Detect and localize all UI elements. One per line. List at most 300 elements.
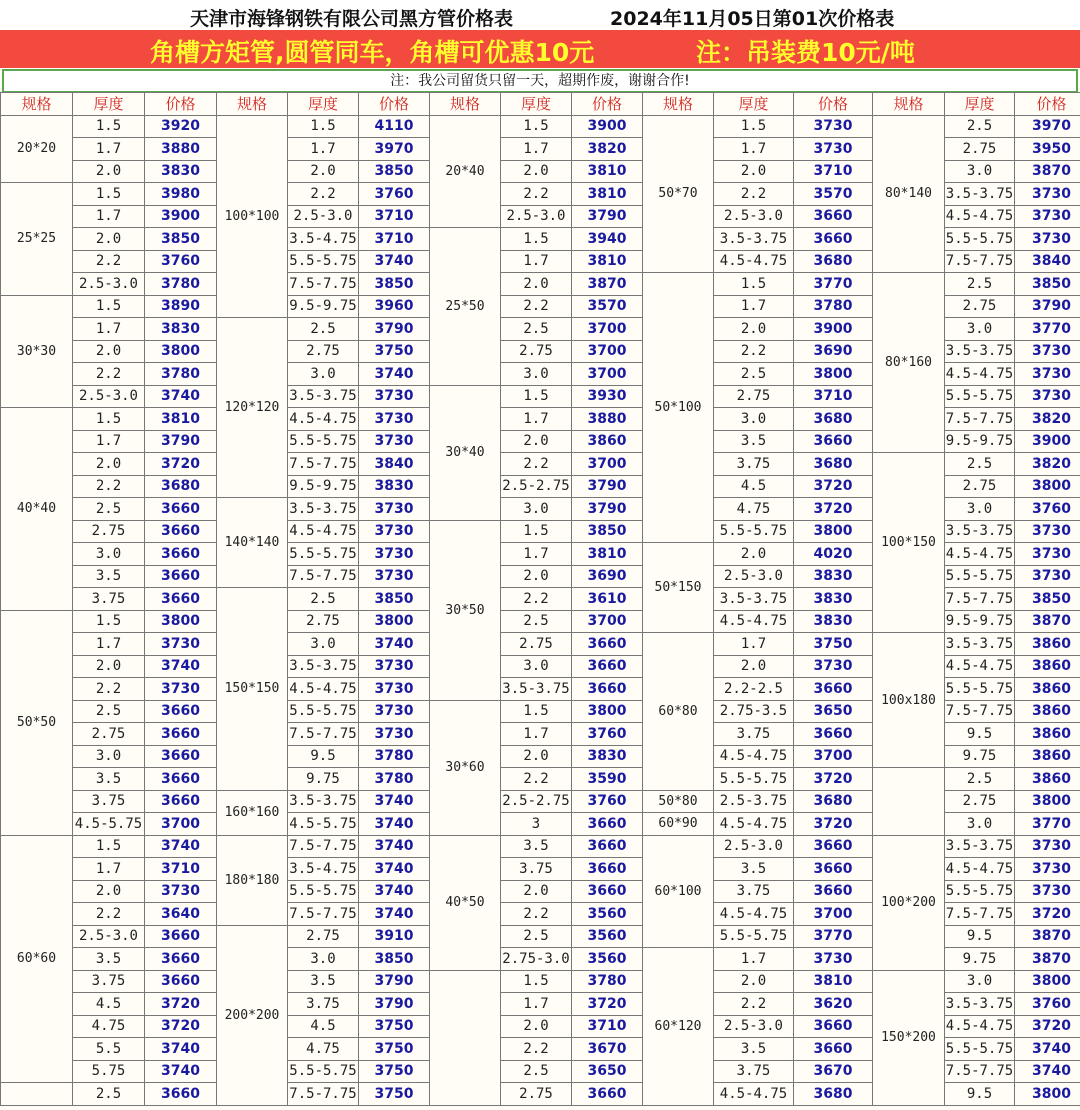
price-cell: 3810 bbox=[572, 250, 643, 273]
thickness-cell: 2.0 bbox=[73, 228, 145, 251]
price-cell: 3790 bbox=[359, 993, 430, 1016]
thickness-cell: 3.0 bbox=[73, 745, 145, 768]
thickness-cell: 3.5-3.75 bbox=[288, 790, 359, 813]
price-cell: 3790 bbox=[572, 475, 643, 498]
thickness-cell: 4.75 bbox=[288, 1038, 359, 1061]
price-cell: 3730 bbox=[1015, 363, 1080, 386]
price-cell: 3840 bbox=[359, 453, 430, 476]
price-cell: 3740 bbox=[1015, 1060, 1080, 1083]
spec-cell: 30*40 bbox=[430, 385, 501, 520]
spec-cell: 30*50 bbox=[430, 520, 501, 700]
thickness-cell: 3.0 bbox=[288, 948, 359, 971]
thickness-cell: 2.75 bbox=[945, 295, 1015, 318]
price-cell: 3800 bbox=[794, 520, 873, 543]
thickness-cell: 1.7 bbox=[501, 138, 572, 161]
price-cell: 3670 bbox=[572, 1038, 643, 1061]
price-cell: 3660 bbox=[145, 543, 217, 566]
price-cell: 3740 bbox=[359, 363, 430, 386]
thickness-cell: 4.5-4.75 bbox=[714, 903, 794, 926]
price-cell: 3660 bbox=[572, 678, 643, 701]
thickness-cell: 3.0 bbox=[501, 655, 572, 678]
thickness-cell: 4.5 bbox=[714, 475, 794, 498]
thickness-cell: 3.5-3.75 bbox=[945, 340, 1015, 363]
price-cell: 3660 bbox=[145, 948, 217, 971]
price-cell: 3780 bbox=[572, 970, 643, 993]
thickness-cell: 3.0 bbox=[945, 813, 1015, 836]
title-bar bbox=[0, 0, 1080, 31]
thickness-cell: 1.7 bbox=[73, 633, 145, 656]
thickness-cell: 2.5 bbox=[945, 115, 1015, 138]
thickness-cell: 7.5-7.75 bbox=[288, 723, 359, 746]
thickness-cell: 3.75 bbox=[288, 993, 359, 1016]
thickness-cell: 5.5-5.75 bbox=[714, 925, 794, 948]
price-cell: 3860 bbox=[1015, 678, 1080, 701]
price-cell: 3820 bbox=[1015, 453, 1080, 476]
thickness-cell: 2.75 bbox=[288, 340, 359, 363]
price-cell: 3660 bbox=[794, 1015, 873, 1038]
thickness-cell: 2.2 bbox=[501, 295, 572, 318]
price-cell: 3700 bbox=[572, 363, 643, 386]
thickness-cell: 4.5-4.75 bbox=[288, 520, 359, 543]
price-cell: 3750 bbox=[359, 1083, 430, 1106]
thickness-cell: 4.5-4.75 bbox=[945, 858, 1015, 881]
thickness-cell: 1.7 bbox=[73, 138, 145, 161]
thickness-cell: 5.5-5.75 bbox=[945, 880, 1015, 903]
price-cell: 3830 bbox=[145, 160, 217, 183]
price-cell: 3790 bbox=[359, 318, 430, 341]
thickness-cell: 1.5 bbox=[501, 228, 572, 251]
thickness-cell: 2.75 bbox=[73, 723, 145, 746]
thickness-cell: 2.0 bbox=[714, 543, 794, 566]
thickness-cell: 2.0 bbox=[714, 318, 794, 341]
price-cell: 3680 bbox=[794, 1083, 873, 1106]
price-cell: 3850 bbox=[359, 588, 430, 611]
thickness-cell: 2.5 bbox=[288, 588, 359, 611]
price-cell: 3660 bbox=[145, 1083, 217, 1106]
thickness-cell: 3.5-3.75 bbox=[288, 498, 359, 521]
price-cell: 3730 bbox=[359, 700, 430, 723]
price-cell: 3900 bbox=[1015, 430, 1080, 453]
price-cell: 3760 bbox=[572, 723, 643, 746]
price-cell: 3570 bbox=[794, 183, 873, 206]
thickness-cell: 4.5-4.75 bbox=[288, 408, 359, 431]
spec-cell: 25*50 bbox=[430, 228, 501, 386]
thickness-cell: 3.0 bbox=[945, 498, 1015, 521]
price-cell: 3770 bbox=[1015, 813, 1080, 836]
price-cell: 3850 bbox=[359, 160, 430, 183]
price-cell: 3750 bbox=[794, 633, 873, 656]
thickness-cell: 2.5 bbox=[73, 1083, 145, 1106]
thickness-cell: 9.5 bbox=[288, 745, 359, 768]
price-cell: 3730 bbox=[359, 655, 430, 678]
price-cell: 3960 bbox=[359, 295, 430, 318]
thickness-cell: 7.5-7.75 bbox=[288, 835, 359, 858]
price-cell: 3810 bbox=[572, 543, 643, 566]
table-row bbox=[1, 633, 1080, 656]
thickness-cell: 3.5 bbox=[73, 768, 145, 791]
price-cell: 3860 bbox=[1015, 768, 1080, 791]
table-row bbox=[1, 453, 1080, 476]
price-cell: 3660 bbox=[794, 723, 873, 746]
price-cell: 3860 bbox=[1015, 655, 1080, 678]
thickness-cell: 1.5 bbox=[501, 970, 572, 993]
price-cell: 3860 bbox=[1015, 700, 1080, 723]
price-cell: 3810 bbox=[572, 160, 643, 183]
thickness-cell: 5.5-5.75 bbox=[945, 228, 1015, 251]
thickness-cell: 2.0 bbox=[501, 880, 572, 903]
price-cell: 3660 bbox=[794, 678, 873, 701]
thickness-cell: 2.5 bbox=[73, 700, 145, 723]
price-cell: 3690 bbox=[794, 340, 873, 363]
thickness-cell: 3.5-3.75 bbox=[945, 183, 1015, 206]
thickness-cell: 9.5-9.75 bbox=[288, 295, 359, 318]
thickness-cell: 3.5-3.75 bbox=[288, 385, 359, 408]
price-cell: 3730 bbox=[359, 498, 430, 521]
thickness-cell: 3.5-3.75 bbox=[501, 678, 572, 701]
thickness-cell: 5.5-5.75 bbox=[288, 880, 359, 903]
spec-cell: 20*20 bbox=[1, 115, 73, 183]
thickness-cell: 5.5-5.75 bbox=[945, 565, 1015, 588]
spec-cell: 100x180 bbox=[873, 633, 945, 768]
price-cell: 3660 bbox=[145, 723, 217, 746]
price-cell: 3740 bbox=[145, 835, 217, 858]
thickness-cell: 3.75 bbox=[73, 790, 145, 813]
thickness-cell: 7.5-7.75 bbox=[945, 700, 1015, 723]
price-cell: 3720 bbox=[145, 453, 217, 476]
thickness-cell: 5.5-5.75 bbox=[288, 1060, 359, 1083]
spec-cell: 40*40 bbox=[1, 408, 73, 611]
thickness-cell: 2.0 bbox=[73, 880, 145, 903]
thickness-cell: 2.5-3.0 bbox=[73, 385, 145, 408]
thickness-cell: 4.5-4.75 bbox=[945, 205, 1015, 228]
thickness-cell: 1.5 bbox=[73, 408, 145, 431]
price-cell: 3830 bbox=[145, 318, 217, 341]
price-cell: 3970 bbox=[359, 138, 430, 161]
thickness-cell: 1.5 bbox=[73, 610, 145, 633]
thickness-cell: 2.5 bbox=[501, 925, 572, 948]
thickness-cell: 3.5-3.75 bbox=[714, 228, 794, 251]
spec-cell: 20*40 bbox=[430, 115, 501, 228]
price-cell: 3850 bbox=[572, 520, 643, 543]
spec-cell: 50*100 bbox=[643, 273, 714, 543]
price-cell: 3700 bbox=[572, 340, 643, 363]
price-cell: 3730 bbox=[145, 678, 217, 701]
price-cell: 3900 bbox=[145, 205, 217, 228]
price-cell: 3700 bbox=[572, 318, 643, 341]
price-cell: 3870 bbox=[1015, 948, 1080, 971]
price-cell: 3800 bbox=[1015, 1083, 1080, 1106]
thickness-cell: 7.5-7.75 bbox=[288, 1083, 359, 1106]
price-cell: 3820 bbox=[572, 138, 643, 161]
thickness-cell: 2.5-3.75 bbox=[714, 790, 794, 813]
price-cell: 3970 bbox=[1015, 115, 1080, 138]
price-cell: 3700 bbox=[794, 903, 873, 926]
price-cell: 3730 bbox=[359, 543, 430, 566]
col-header-thickness: 厚度 bbox=[945, 93, 1015, 116]
price-cell: 3730 bbox=[1015, 565, 1080, 588]
thickness-cell: 1.5 bbox=[501, 115, 572, 138]
thickness-cell: 4.5 bbox=[73, 993, 145, 1016]
thickness-cell: 1.5 bbox=[501, 700, 572, 723]
thickness-cell: 3.5-4.75 bbox=[288, 858, 359, 881]
price-cell: 3870 bbox=[572, 273, 643, 296]
price-cell: 3760 bbox=[1015, 498, 1080, 521]
thickness-cell: 5.5-5.75 bbox=[945, 1038, 1015, 1061]
thickness-cell: 2.5 bbox=[288, 318, 359, 341]
price-cell: 3770 bbox=[794, 925, 873, 948]
price-cell: 3740 bbox=[145, 655, 217, 678]
price-cell: 3700 bbox=[145, 813, 217, 836]
retention-note: 注：我公司留货只留一天，超期作废，谢谢合作! bbox=[2, 69, 1078, 93]
thickness-cell: 9.5-9.75 bbox=[288, 475, 359, 498]
price-cell: 3680 bbox=[794, 408, 873, 431]
thickness-cell: 2.2 bbox=[714, 340, 794, 363]
thickness-cell: 5.75 bbox=[73, 1060, 145, 1083]
price-cell: 3860 bbox=[1015, 723, 1080, 746]
price-cell: 3730 bbox=[1015, 340, 1080, 363]
spec-cell: 100*100 bbox=[217, 115, 288, 318]
thickness-cell: 1.5 bbox=[714, 273, 794, 296]
banner-left-text: 角槽方矩管,圆管同车，角槽可优惠10元 bbox=[150, 38, 595, 67]
thickness-cell: 2.2 bbox=[714, 993, 794, 1016]
col-header-spec: 规格 bbox=[1, 93, 73, 116]
thickness-cell: 1.7 bbox=[73, 858, 145, 881]
spec-cell bbox=[430, 970, 501, 1105]
thickness-cell: 5.5-5.75 bbox=[288, 700, 359, 723]
price-cell: 3800 bbox=[1015, 970, 1080, 993]
price-cell: 3850 bbox=[145, 228, 217, 251]
thickness-cell: 4.5-5.75 bbox=[288, 813, 359, 836]
price-cell: 3660 bbox=[572, 880, 643, 903]
price-cell: 3740 bbox=[359, 880, 430, 903]
price-cell: 3590 bbox=[572, 768, 643, 791]
price-cell: 3660 bbox=[145, 498, 217, 521]
thickness-cell: 3.75 bbox=[714, 880, 794, 903]
col-header-thickness: 厚度 bbox=[714, 93, 794, 116]
price-cell: 3730 bbox=[359, 385, 430, 408]
thickness-cell: 2.0 bbox=[73, 655, 145, 678]
spec-cell: 140*140 bbox=[217, 498, 288, 588]
spec-cell bbox=[873, 768, 945, 836]
price-cell: 3850 bbox=[1015, 588, 1080, 611]
price-cell: 3900 bbox=[794, 318, 873, 341]
thickness-cell: 2.2 bbox=[73, 363, 145, 386]
price-cell: 3660 bbox=[794, 858, 873, 881]
price-cell: 3760 bbox=[359, 183, 430, 206]
thickness-cell: 9.5 bbox=[945, 925, 1015, 948]
price-cell: 3660 bbox=[145, 925, 217, 948]
price-cell: 3930 bbox=[572, 385, 643, 408]
thickness-cell: 7.5-7.75 bbox=[945, 588, 1015, 611]
spec-cell: 150*150 bbox=[217, 588, 288, 791]
price-cell: 3740 bbox=[359, 858, 430, 881]
price-cell: 3620 bbox=[794, 993, 873, 1016]
price-cell: 3790 bbox=[572, 498, 643, 521]
thickness-cell: 1.5 bbox=[73, 835, 145, 858]
thickness-cell: 2.0 bbox=[73, 453, 145, 476]
spec-cell bbox=[1, 1083, 73, 1106]
price-cell: 3720 bbox=[794, 498, 873, 521]
price-cell: 3800 bbox=[794, 363, 873, 386]
price-cell: 3780 bbox=[145, 273, 217, 296]
thickness-cell: 2.5-3.0 bbox=[501, 205, 572, 228]
price-cell: 3730 bbox=[794, 948, 873, 971]
price-cell: 3730 bbox=[1015, 543, 1080, 566]
price-cell: 3750 bbox=[359, 340, 430, 363]
thickness-cell: 4.5-4.75 bbox=[714, 813, 794, 836]
price-cell: 3760 bbox=[572, 790, 643, 813]
price-cell: 3730 bbox=[1015, 835, 1080, 858]
price-cell: 3660 bbox=[794, 430, 873, 453]
thickness-cell: 2.0 bbox=[501, 430, 572, 453]
thickness-cell: 2.0 bbox=[501, 273, 572, 296]
thickness-cell: 3.75 bbox=[73, 588, 145, 611]
price-cell: 3910 bbox=[359, 925, 430, 948]
thickness-cell: 3.0 bbox=[945, 160, 1015, 183]
thickness-cell: 3.75 bbox=[714, 1060, 794, 1083]
thickness-cell: 2.2 bbox=[501, 183, 572, 206]
price-cell: 3690 bbox=[572, 565, 643, 588]
price-cell: 3740 bbox=[1015, 1038, 1080, 1061]
price-cell: 3660 bbox=[794, 205, 873, 228]
thickness-cell: 1.5 bbox=[73, 295, 145, 318]
thickness-cell: 9.75 bbox=[945, 745, 1015, 768]
col-header-spec: 规格 bbox=[873, 93, 945, 116]
spec-cell: 80*160 bbox=[873, 273, 945, 453]
price-cell: 3660 bbox=[145, 700, 217, 723]
price-cell: 4110 bbox=[359, 115, 430, 138]
price-cell: 3800 bbox=[359, 610, 430, 633]
spec-cell: 150*200 bbox=[873, 970, 945, 1105]
price-cell: 3610 bbox=[572, 588, 643, 611]
thickness-cell: 2.2 bbox=[73, 903, 145, 926]
spec-cell: 100*150 bbox=[873, 453, 945, 633]
col-header-thickness: 厚度 bbox=[73, 93, 145, 116]
price-cell: 3700 bbox=[794, 745, 873, 768]
spec-cell: 60*120 bbox=[643, 948, 714, 1106]
thickness-cell: 2.0 bbox=[73, 160, 145, 183]
thickness-cell: 2.75 bbox=[945, 138, 1015, 161]
price-cell: 3760 bbox=[145, 250, 217, 273]
price-cell: 3730 bbox=[1015, 385, 1080, 408]
thickness-cell: 1.7 bbox=[714, 948, 794, 971]
price-cell: 3740 bbox=[359, 250, 430, 273]
thickness-cell: 2.2 bbox=[288, 183, 359, 206]
price-cell: 3730 bbox=[359, 408, 430, 431]
thickness-cell: 1.7 bbox=[714, 295, 794, 318]
spec-cell: 60*100 bbox=[643, 835, 714, 948]
price-cell: 3730 bbox=[359, 565, 430, 588]
thickness-cell: 1.5 bbox=[288, 115, 359, 138]
price-cell: 3660 bbox=[145, 970, 217, 993]
company-price-title: 天津市海锋钢铁有限公司黑方管价格表 bbox=[190, 8, 514, 30]
price-cell: 3940 bbox=[572, 228, 643, 251]
thickness-cell: 2.5-3.0 bbox=[714, 835, 794, 858]
thickness-cell: 2.5 bbox=[945, 453, 1015, 476]
col-header-thickness: 厚度 bbox=[501, 93, 572, 116]
price-cell: 3660 bbox=[572, 835, 643, 858]
thickness-cell: 2.2 bbox=[501, 1038, 572, 1061]
thickness-cell: 2.0 bbox=[714, 655, 794, 678]
price-cell: 3710 bbox=[359, 205, 430, 228]
thickness-cell: 2.75 bbox=[945, 790, 1015, 813]
thickness-cell: 3.75 bbox=[714, 453, 794, 476]
col-header-price: 价格 bbox=[572, 93, 643, 116]
price-cell: 3660 bbox=[794, 835, 873, 858]
price-cell: 3730 bbox=[359, 520, 430, 543]
price-cell: 3560 bbox=[572, 948, 643, 971]
price-cell: 3900 bbox=[572, 115, 643, 138]
thickness-cell: 2.2 bbox=[501, 588, 572, 611]
spec-cell: 50*50 bbox=[1, 610, 73, 835]
thickness-cell: 3.5-3.75 bbox=[945, 835, 1015, 858]
col-header-spec: 规格 bbox=[430, 93, 501, 116]
thickness-cell: 2.5 bbox=[501, 1060, 572, 1083]
thickness-cell: 2.75-3.0 bbox=[501, 948, 572, 971]
thickness-cell: 1.7 bbox=[73, 205, 145, 228]
thickness-cell: 2.75 bbox=[288, 925, 359, 948]
thickness-cell: 2.0 bbox=[501, 745, 572, 768]
price-cell: 3800 bbox=[145, 340, 217, 363]
price-cell: 3660 bbox=[145, 745, 217, 768]
price-cell: 3730 bbox=[359, 430, 430, 453]
thickness-cell: 2.2 bbox=[73, 250, 145, 273]
thickness-cell: 3.5 bbox=[73, 948, 145, 971]
thickness-cell: 5.5-5.75 bbox=[945, 678, 1015, 701]
thickness-cell: 2.5-3.0 bbox=[288, 205, 359, 228]
thickness-cell: 2.5-3.0 bbox=[714, 1015, 794, 1038]
price-cell: 3660 bbox=[572, 633, 643, 656]
thickness-cell: 2.5 bbox=[945, 273, 1015, 296]
thickness-cell: 1.7 bbox=[501, 408, 572, 431]
thickness-cell: 2.75 bbox=[288, 610, 359, 633]
thickness-cell: 1.5 bbox=[73, 183, 145, 206]
thickness-cell: 9.5 bbox=[945, 723, 1015, 746]
thickness-cell: 1.7 bbox=[501, 250, 572, 273]
price-cell: 3820 bbox=[1015, 408, 1080, 431]
table-row bbox=[1, 115, 1080, 138]
price-cell: 3660 bbox=[572, 655, 643, 678]
price-cell: 3770 bbox=[1015, 318, 1080, 341]
thickness-cell: 2.2 bbox=[501, 903, 572, 926]
spec-cell: 60*80 bbox=[643, 633, 714, 791]
thickness-cell: 2.2 bbox=[714, 183, 794, 206]
price-cell: 3780 bbox=[794, 295, 873, 318]
thickness-cell: 3.75 bbox=[714, 723, 794, 746]
promo-banner bbox=[0, 30, 1080, 68]
thickness-cell: 3.5-3.75 bbox=[945, 520, 1015, 543]
price-cell: 3890 bbox=[145, 295, 217, 318]
thickness-cell: 3.5 bbox=[501, 835, 572, 858]
header-row bbox=[1, 93, 1080, 116]
thickness-cell: 4.5-4.75 bbox=[288, 678, 359, 701]
price-cell: 3810 bbox=[145, 408, 217, 431]
thickness-cell: 9.5-9.75 bbox=[945, 610, 1015, 633]
price-cell: 3720 bbox=[572, 993, 643, 1016]
price-cell: 3780 bbox=[359, 768, 430, 791]
price-cell: 3720 bbox=[794, 475, 873, 498]
thickness-cell: 2.5-3.0 bbox=[73, 273, 145, 296]
thickness-cell: 2.75 bbox=[501, 1083, 572, 1106]
price-cell: 3560 bbox=[572, 903, 643, 926]
thickness-cell: 9.75 bbox=[288, 768, 359, 791]
price-cell: 3730 bbox=[1015, 228, 1080, 251]
thickness-cell: 2.75 bbox=[501, 633, 572, 656]
thickness-cell: 5.5-5.75 bbox=[714, 520, 794, 543]
thickness-cell: 4.5-4.75 bbox=[945, 363, 1015, 386]
thickness-cell: 3.5 bbox=[714, 858, 794, 881]
spec-cell: 60*60 bbox=[1, 835, 73, 1083]
